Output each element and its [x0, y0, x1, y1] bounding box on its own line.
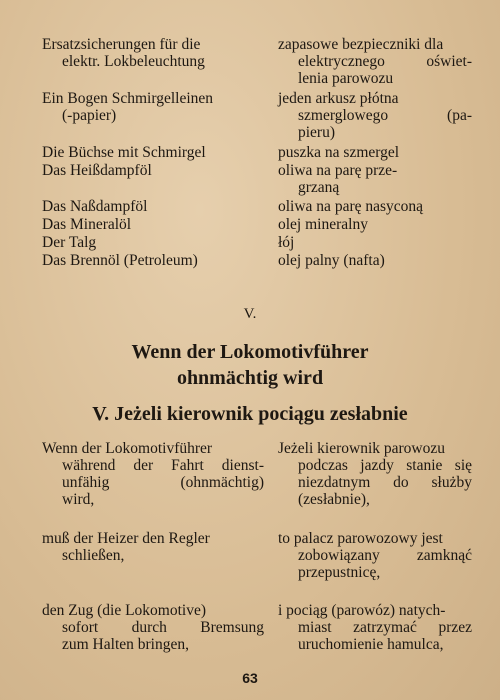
polish-term [278, 216, 472, 233]
text-line: niezdatnym do służby [298, 474, 472, 491]
text-line: (-papier) [62, 107, 117, 124]
polish-term [278, 198, 472, 215]
text-line: Ein Bogen Schmirgelleinen [42, 90, 214, 107]
text-line: elektr. Lokbeleuchtung [62, 53, 205, 70]
text-line: pieru) [298, 124, 336, 141]
text-line: Jeżeli kierownik parowozu [278, 440, 445, 457]
text-line: (zesłabnie), [298, 491, 370, 508]
polish-term [278, 90, 472, 141]
german-text [42, 440, 264, 508]
text-line: während der Fahrt dienst- [62, 457, 264, 474]
german-term [42, 252, 264, 269]
german-term [42, 198, 264, 215]
text-line: łój [278, 234, 295, 251]
german-term [42, 36, 264, 70]
polish-text [278, 530, 472, 581]
text-line: Die Büchse mit Schmirgel [42, 144, 206, 161]
page-number: 63 [242, 670, 258, 686]
section-title-german-line-1: Wenn der Lokomotivführer [131, 341, 369, 363]
text-line: Ersatzsicherungen für die [42, 36, 201, 53]
text-line: Wenn der Lokomotivführer [42, 440, 213, 457]
text-line: muß der Heizer den Regler [42, 530, 210, 547]
polish-term [278, 162, 472, 196]
text-line: Das Brennöl (Petroleum) [42, 252, 198, 269]
text-line: zum Halten bringen, [62, 636, 189, 653]
text-line: Das Heißdampföl [42, 162, 152, 179]
text-line: miast zatrzymać przez [298, 619, 472, 636]
text-line: to palacz parowozowy jest [278, 530, 443, 547]
german-text [42, 530, 264, 564]
german-text [42, 602, 264, 653]
polish-term [278, 36, 472, 87]
text-line: lenia parowozu [298, 70, 394, 87]
section-numeral: V. [243, 306, 257, 322]
text-line: uruchomienie hamulca, [298, 636, 444, 653]
text-line: podczas jazdy stanie się [298, 457, 472, 474]
polish-term [278, 252, 472, 269]
text-line: przepustnicę, [298, 564, 381, 581]
text-line: puszka na szmergel [278, 144, 400, 161]
text-line: zobowiązany zamknąć [298, 547, 472, 564]
text-line: grzaną [298, 179, 340, 196]
text-line: Das Mineralöl [42, 216, 132, 233]
text-line: sofort durch Bremsung [62, 619, 264, 636]
text-line: oliwa na parę prze- [278, 162, 398, 179]
german-term [42, 216, 264, 233]
section-title-polish: V. Jeżeli kierownik pociągu zesłabnie [92, 403, 408, 425]
polish-term [278, 234, 472, 251]
text-line: unfähig (ohnmächtig) [62, 474, 264, 491]
text-line: olej palny (nafta) [278, 252, 385, 269]
text-line: elektrycznego oświet- [298, 53, 472, 70]
text-line: i pociąg (parowóz) natych- [278, 602, 446, 619]
polish-text [278, 602, 472, 653]
text-line: olej mineralny [278, 216, 368, 233]
german-term [42, 234, 264, 251]
polish-term [278, 144, 472, 161]
german-term [42, 162, 264, 179]
text-line: oliwa na parę nasyconą [278, 198, 424, 215]
text-line: den Zug (die Lokomotive) [42, 602, 206, 619]
text-line: wird, [62, 491, 95, 508]
polish-text [278, 440, 472, 508]
text-line: Das Naßdampföl [42, 198, 148, 215]
text-line: szmerglowego (pa- [298, 107, 472, 124]
german-term [42, 90, 264, 124]
text-line: schließen, [62, 547, 125, 564]
german-term [42, 144, 264, 161]
section-title-german-line-2: ohnmächtig wird [176, 367, 324, 389]
text-line: Der Talg [42, 234, 97, 251]
text-line: jeden arkusz płótna [278, 90, 399, 107]
text-line: zapasowe bezpieczniki dla [278, 36, 444, 53]
